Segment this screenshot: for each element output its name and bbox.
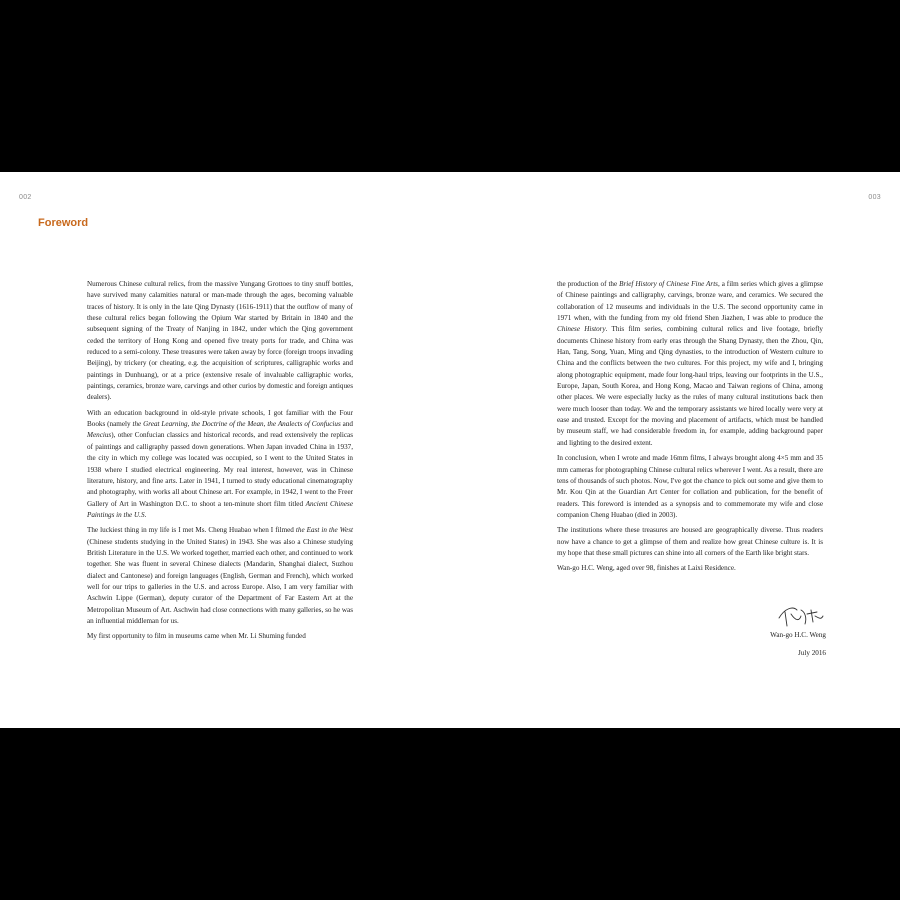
page-number-left: 002: [19, 194, 32, 201]
paragraph-7: The institutions where these treasures are housed are geographically diverse. Thus readers now have a chance to get a glimpse of them and realize how great Chinese culture is. It is my hope that these small pictures can shine into all corners of the Earth like bright stars.: [557, 526, 823, 557]
signature-date: July 2016: [798, 649, 826, 657]
handwritten-signature: [771, 602, 829, 632]
paragraph-1: Numerous Chinese cultural relics, from the massive Yungang Grottoes to tiny snuff bottles, have survived many calamities natural or man-made through the ages, becoming valuable traces of history. It is only in the late Qing Dynasty (1616-1911) that the outflow of many of these cultural relics began following the Opium War started by Britain in 1840 and the subsequent signing of the Treaty of Nanjing in 1842, under which the Qing government ceded the territory of Hong Kong and opened five treaty ports for trade, and China was reduced to a semi-colony. These treasures were taken away by force (foreign troops invading Beijing), by trickery (or cheating, e.g. the acquisition of scriptures, calligraphic works and paintings in Dunhuang), or at a price (extensive resale of invaluable calligraphic works, paintings, ceramics, bronze ware, carvings and other curios by domestic and foreign antiques dealers).: [87, 280, 353, 402]
page-title: Foreword: [38, 217, 89, 229]
right-column: [557, 279, 823, 579]
book-spread: [0, 172, 900, 728]
page-number-right: 003: [868, 194, 881, 201]
paragraph-2: With an education background in old-style private schools, I got familiar with the Four Books (namely the Great Learning, the Doctrine of the Mean, the Analects of Confucius and Mencius), other Confucian classics and historical records, and read extensively the replicas of paintings and calligraphy passed down generations. When Japan invaded China in 1937, the city in which my college was located was occupied, so I went to the United States in 1938 where I studied electrical engineering. My real interest, however, was in Chinese literature, history, and fine arts. Later in 1941, I turned to study educational cinematography and photography, with works all about Chinese art. For example, in 1942, I went to the Freer Gallery of Art in Washington D.C. to shoot a ten-minute short film titled Ancient Chinese Paintings in the U.S.: [87, 408, 353, 519]
paragraph-5: the production of the Brief History of Chinese Fine Arts, a film series which gives a glimpse of Chinese paintings and calligraphy, carvings, bronze ware, and ceramics. We secured the collaboration of 12 museums and individuals in the U.S. The second opportunity came in 1971 when, with the funding from my old friend Shen Jiazhen, I was able to produce the Chinese History. This film series, combining cultural relics and live footage, briefly documents Chinese history from early eras through the Shang Dynasty, then the Zhou, Qin, Han, Tang, Song, Yuan, Ming and Qing dynasties, to the introduction of Western culture to China and the conflicts between the two cultures. For this project, my wife and I, bringing along photographic equipment, made four long-haul trips, leaving our footprints in the U.S., Europe, Japan, South Korea, and Hong Kong, Macao and Taiwan regions of China, among other places. We were especially lucky as the rules of many cultural institutions back then were much looser than today. We and the temporary assistants we hired locally were very at ease and trusted. Except for the moving and placement of artifacts, which must be handled by museum staff, we had considerable freedom in, for example, adding background paper and lighting to the desired extent.: [557, 280, 823, 447]
paragraph-3: The luckiest thing in my life is I met Ms. Cheng Huabao when I filmed the East in the West (Chinese students studying in the United States) in 1943. She was also a Chinese studying British Literature in the U.S. We worked together, married each other, and continued to work together. She was fluent in several Chinese dialects (Mandarin, Shanghai dialect, Suzhou dialect and Cantonese) and foreign languages (English, German and French), which worked well for our trips to galleries in the U.S. and across Europe. Also, I am very familiar with Aschwin Lippe (German), deputy curator of the Department of Far Eastern Art at the Metropolitan Museum of Art. Aschwin had close connections with many galleries, so he was an influential middleman for us.: [87, 526, 353, 625]
closing-line: Wan-go H.C. Weng, aged over 98, finishes at Laixi Residence.: [557, 564, 736, 573]
paragraph-4: My first opportunity to film in museums came when Mr. Li Shuming funded: [87, 632, 306, 641]
left-column: [87, 279, 353, 647]
paragraph-6: In conclusion, when I wrote and made 16mm films, I always brought along 4×5 mm and 35 mm cameras for photographing Chinese cultural relics wherever I went. As a result, there are tens of thousands of such photos. Now, I've got the chance to pick out some and give them to Mr. Kou Qin at the Guardian Art Center for collation and publication, for the benefit of readers. This foreword is intended as a synopsis and to commemorate my wife and close companion Cheng Huabao (died in 2003).: [557, 454, 823, 519]
signature-name: Wan-go H.C. Weng: [770, 631, 826, 639]
